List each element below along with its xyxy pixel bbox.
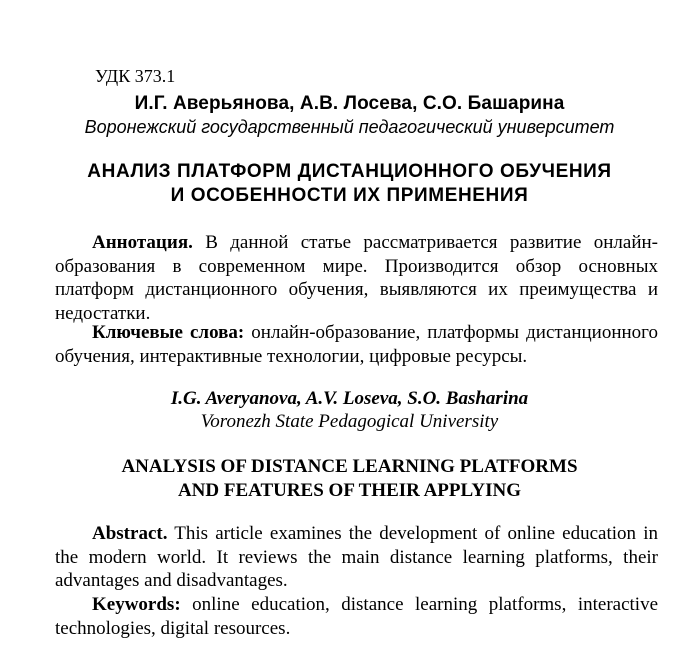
authors-en: I.G. Averyanova, A.V. Loseva, S.O. Basharina (170, 388, 529, 409)
title-ru-line1: АНАЛИЗ ПЛАТФОРМ ДИСТАНЦИОННОГО ОБУЧЕНИЯ (87, 161, 612, 182)
keywords-ru-label: Ключевые слова: (92, 322, 245, 343)
keywords-en-text: online education, distance learning platforms, interactive technologies, digital resources. (55, 594, 658, 639)
abstract-en (55, 522, 658, 593)
authors-ru: И.Г. Аверьянова, А.В. Лосева, С.О. Башарина (134, 93, 565, 114)
keywords-ru (55, 321, 658, 368)
keywords-en (55, 593, 658, 640)
title-en-line1: ANALYSIS OF DISTANCE LEARNING PLATFORMS (121, 456, 578, 477)
title-en-line2: AND FEATURES OF THEIR APPLYING (177, 480, 522, 501)
keywords-ru-text: онлайн-образование, платформы дистанционного обучения, интерактивные технологии, цифровые ресурсы. (55, 322, 659, 367)
udk-code: УДК 373.1 (95, 66, 176, 86)
abstract-en-label: Abstract. (92, 523, 168, 544)
abstract-en-text: This article examines the development of online education in the modern world. It reviews the main distance learning platforms, their advantages and disadvantages. (55, 523, 658, 591)
abstract-ru (55, 231, 658, 325)
university-en: Voronezh State Pedagogical University (200, 411, 499, 432)
abstract-ru-label: Аннотация. (92, 232, 193, 253)
title-ru-line2: И ОСОБЕННОСТИ ИХ ПРИМЕНЕНИЯ (170, 185, 529, 206)
keywords-en-label: Keywords: (92, 594, 181, 615)
abstract-ru-text: В данной статье рассматривается развитие онлайн-образования в современном мире. Производится обзор основных платформ дистанционного обучения, выявляются их преимущества и недостатки. (55, 232, 658, 324)
university-ru: Воронежский государственный педагогический университет (84, 117, 615, 137)
